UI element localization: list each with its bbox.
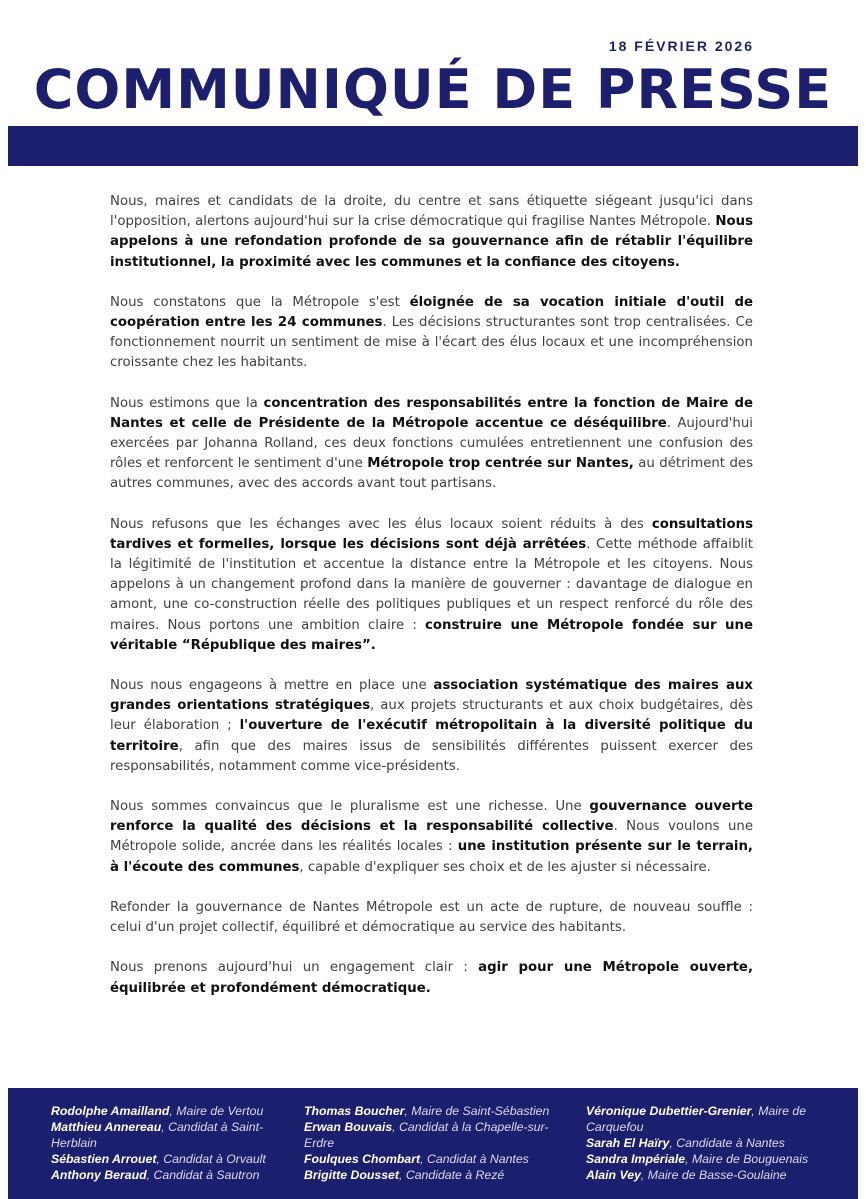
paragraph-text: . Cette méthode affaiblit la légitimité de l'institution et accentue la distance entre la Métropole et les citoyens. Nous appelons à un changement profond dans la manière de gouverner : davantage de dialogue en amont, une co-construction réelle des politiques publiques et un respect renforcé du rôle des maires. Nous portons une ambition claire : xyxy=(110,536,753,633)
signatories-column-3 xyxy=(586,1103,832,1183)
signatory-name: Sébastien Arrouet xyxy=(51,1152,157,1166)
signatory-role: , Candidat à la Chapelle-sur-Erdre xyxy=(304,1120,549,1150)
signatories-footer xyxy=(8,1088,858,1199)
signatory-name: Véronique Dubettier-Grenier xyxy=(586,1104,752,1118)
signatory-name: Thomas Boucher xyxy=(304,1104,405,1118)
paragraph-text: , afin que des maires issus de sensibilités différentes puissent exercer des responsabilités, notamment comme vice-présidents. xyxy=(110,738,753,774)
paragraph-text: , aux projets structurants et aux choix budgétaires, dès leur élaboration ; xyxy=(110,698,754,734)
signatory-role: , Candidat à Orvault xyxy=(156,1152,266,1166)
subtitle-banner xyxy=(8,126,858,197)
signatory xyxy=(586,1135,832,1151)
signatory-role: , Candidat à Saint-Herblain xyxy=(51,1120,264,1150)
paragraph-5 xyxy=(110,676,753,777)
signatory-name: Erwan Bouvais xyxy=(304,1120,393,1134)
paragraph-emphasis: gouvernance ouverte renforce la qualité des décisions et la responsabilité collective xyxy=(110,799,753,835)
signatory-name: Sarah El Haïry xyxy=(586,1136,670,1150)
signatory-name: Matthieu Annereau xyxy=(51,1120,162,1134)
paragraph-text: Nous sommes convaincus que le pluralisme est une richesse. Une xyxy=(110,799,590,815)
paragraph-emphasis: Métropole trop centrée sur Nantes, xyxy=(367,456,634,472)
paragraph-emphasis: Nous appelons à une refondation profonde de sa gouvernance afin de rétablir l'équilibre institutionnel, la proximité avec les communes et la confiance des citoyens. xyxy=(110,214,753,270)
signatory-role: , Maire de Saint-Sébastien xyxy=(404,1104,550,1118)
paragraph-emphasis: consultations tardives et formelles, lorsque les décisions sont déjà arrêtées xyxy=(110,516,753,552)
paragraph-text: , capable d'expliquer ses choix et de les ajuster si nécessaire. xyxy=(299,859,711,875)
paragraph-6 xyxy=(110,797,753,878)
signatory-name: Anthony Beraud xyxy=(51,1168,147,1182)
paragraph-emphasis: une institution présente sur le terrain, à l'écoute des communes xyxy=(110,839,753,875)
press-release-body xyxy=(110,192,753,1019)
signatory xyxy=(51,1167,286,1183)
press-release-date: 18 FÉVRIER 2026 xyxy=(608,38,754,54)
page-title: COMMUNIQUÉ DE PRESSE xyxy=(33,58,833,121)
signatory xyxy=(51,1119,286,1151)
signatory-name: Brigitte Dousset xyxy=(304,1168,399,1182)
paragraph-emphasis: association systématique des maires aux grandes orientations stratégiques xyxy=(110,678,753,714)
paragraph-text: Nous prenons aujourd'hui un engagement clair : xyxy=(110,960,479,976)
paragraph-text: Nous, maires et candidats de la droite, du centre et sans étiquette siégeant jusqu'ici dans l'opposition, alertons aujourd'hui sur la crise démocratique qui fragilise Nantes Métropole. xyxy=(110,194,753,230)
signatory xyxy=(51,1103,286,1119)
paragraph-emphasis: construire une Métropole fondée sur une véritable “République des maires”. xyxy=(110,617,754,653)
paragraph-8 xyxy=(110,958,753,998)
signatories-column-2 xyxy=(304,1103,562,1183)
paragraph-text: Nous nous engageons à mettre en place une xyxy=(110,678,434,694)
signatory-role: , Maire de Bouguenais xyxy=(685,1152,809,1166)
paragraph-text: au détriment des autres communes, avec des accords avant tout partisans. xyxy=(110,456,753,492)
signatory-role: , Candidat à Sautron xyxy=(146,1168,260,1182)
paragraph-text: Refonder la gouvernance de Nantes Métropole est un acte de rupture, de nouveau souffle : celui d'un projet collectif, équilibré et démocratique au service des habitants. xyxy=(110,899,753,936)
signatory xyxy=(304,1151,562,1167)
paragraph-text: . Aujourd'hui exercées par Johanna Rolland, ces deux fonctions cumulées entretiennent une confusion des rôles et renforcent le sentiment d'une xyxy=(110,415,753,472)
paragraph-text: . Les décisions structurantes sont trop centralisées. Ce fonctionnement nourrit un sentiment de mise à l'écart des élus locaux et une incompréhension croissante chez les habitants. xyxy=(110,315,753,371)
signatory xyxy=(586,1103,832,1135)
signatory xyxy=(304,1103,562,1119)
signatory-role: , Candidat à Nantes xyxy=(420,1152,529,1166)
paragraph-text: . Nous voulons une Métropole solide, ancrée dans les réalités locales : xyxy=(110,819,753,855)
signatory xyxy=(51,1151,286,1167)
signatories-column-1 xyxy=(51,1103,286,1183)
paragraph-7 xyxy=(110,898,753,938)
signatory-name: Rodolphe Amailland xyxy=(51,1104,170,1118)
signatory-role: , Candidate à Nantes xyxy=(669,1136,785,1150)
signatory-role: , Maire de Vertou xyxy=(169,1104,264,1118)
paragraph-text: Nous constatons que la Métropole s'est xyxy=(110,294,410,310)
signatory xyxy=(304,1167,562,1183)
signatory xyxy=(586,1151,832,1167)
signatory-name: Sandra Impériale xyxy=(586,1152,686,1166)
paragraph-emphasis: agir pour une Métropole ouverte, équilibrée et profondément démocratique. xyxy=(110,960,753,996)
signatory xyxy=(304,1119,562,1151)
paragraph-emphasis: l'ouverture de l'exécutif métropolitain à la diversité politique du territoire xyxy=(110,718,753,754)
signatory-name: Foulques Chombart xyxy=(304,1152,421,1166)
subtitle-text: Nantes Métropole – Changer de méthode pour retrouver la confiance xyxy=(67,175,812,197)
signatory-role: , Maire de Basse-Goulaine xyxy=(640,1168,787,1182)
paragraph-emphasis: éloignée de sa vocation initiale d'outil de coopération entre les 24 communes xyxy=(110,294,753,331)
signatory-name: Alain Vey xyxy=(586,1168,641,1182)
paragraph-2 xyxy=(110,293,753,374)
paragraph-text: Nous estimons que la xyxy=(110,395,264,411)
paragraph-4 xyxy=(110,515,753,656)
paragraph-text: Nous refusons que les échanges avec les élus locaux soient réduits à des xyxy=(110,516,652,532)
signatory-role: , Maire de Carquefou xyxy=(586,1104,807,1134)
paragraph-emphasis: concentration des responsabilités entre la fonction de Maire de Nantes et celle de Présidente de la Métropole accentue ce déséquilibre xyxy=(110,395,753,431)
paragraph-3 xyxy=(110,394,753,495)
signatory xyxy=(586,1167,832,1183)
signatory-role: , Candidate à Rezé xyxy=(398,1168,505,1182)
paragraph-1 xyxy=(110,192,753,273)
